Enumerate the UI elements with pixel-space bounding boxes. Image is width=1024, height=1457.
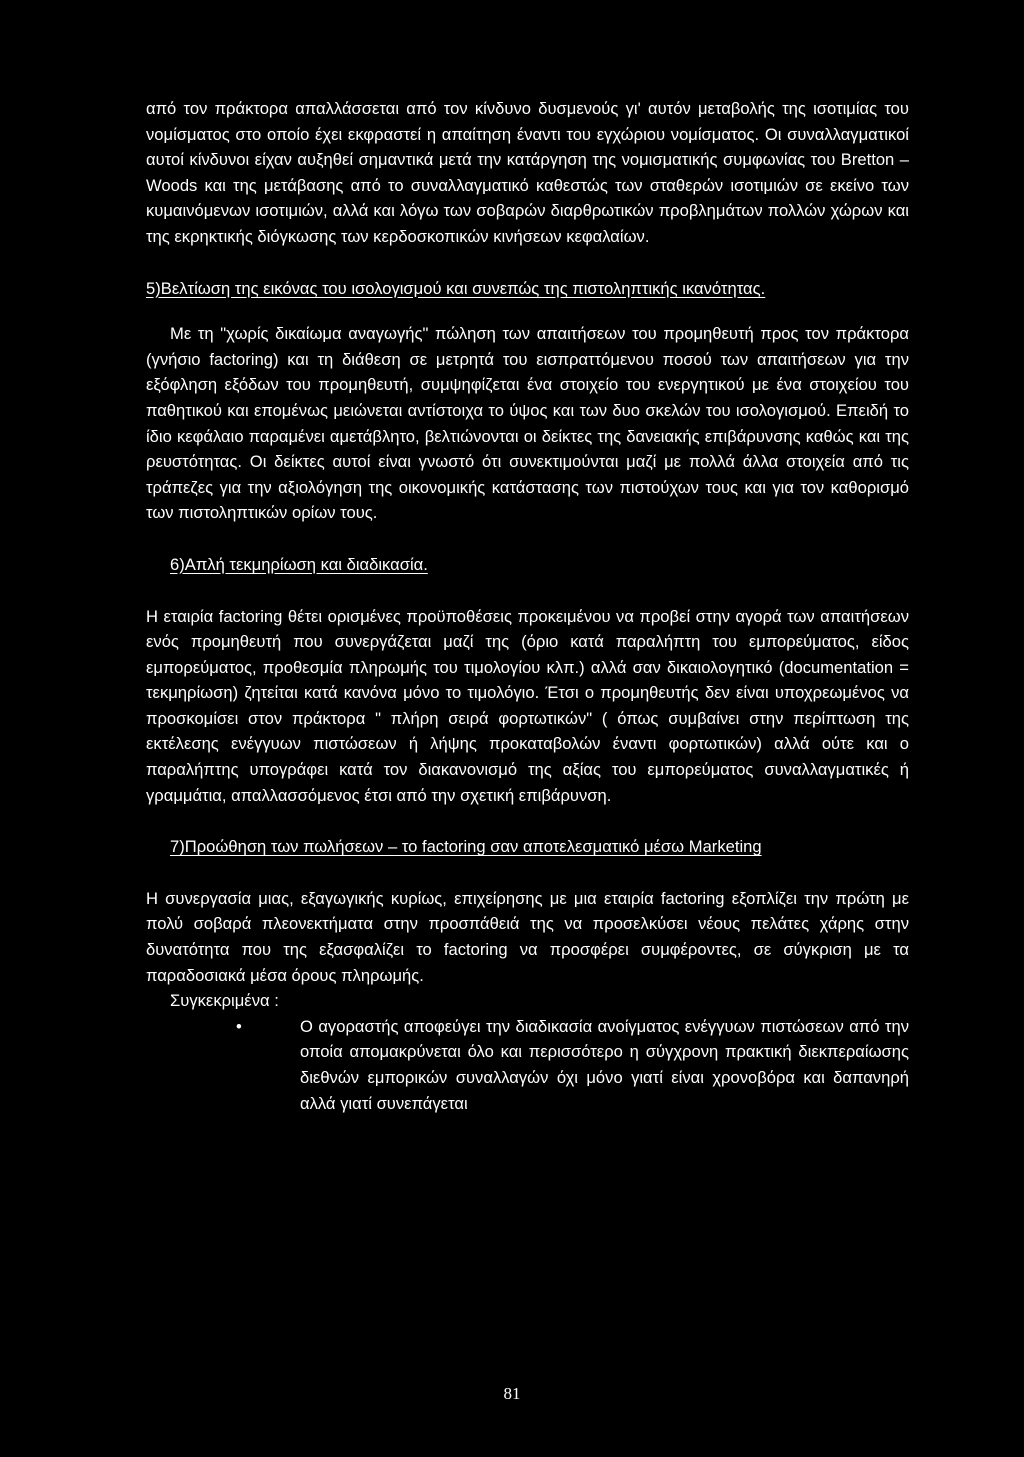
page-body: [146, 96, 909, 1116]
section-paragraph-6: Η εταιρία factoring θέτει ορισμένες προϋποθέσεις προκειμένου να προβεί στην αγορά των απαιτήσεων ενός προμηθευτή που συνεργάζεται μαζί της (όριο κατά παραλήπτη του εμπορεύματος, είδος εμπορεύματος, προθεσμία πληρωμής του τιμολογίου κλπ.) αλλά σαν δικαιολογητικό (documentation = τεκμηρίωση) ζητείται κατά κανόνα μόνο το τιμολόγιο. Έτσι ο προμηθευτής δεν είναι υποχρεωμένος να προσκομίσει στον πράκτορα " πλήρη σειρά φορτωτικών" ( όπως συμβαίνει στην περίπτωση της εκτέλεσης ενέγγυων πιστώσεων ή λήψης προκαταβολών έναντι φορτωτικών) αλλά ούτε και ο παραλήπτης υπογράφει κατά τον διακανονισμό της αξίας του εμπορεύματος συναλλαγματικές ή γραμμάτια, απαλλασσόμενος έτσι από την σχετική επιβάρυνση.: [146, 606, 909, 805]
bullet-text: Ο αγοραστής αποφεύγει την διαδικασία ανοίγματος ενέγγυων πιστώσεων από την οποία απομακρύνεται όλο και περισσότερο η σύγχρονη πρακτική διεκπεραίωσης διεθνών εμπορικών συναλλαγών όχι μόνο γιατί είναι χρονοβόρα και δαπανηρή αλλά γιατί συνεπάγεται: [300, 1016, 909, 1113]
specifically-label: Συγκεκριμένα :: [170, 991, 279, 1011]
bullet-list-item: [146, 1014, 909, 1116]
page-number: 81: [503, 1384, 521, 1403]
section-heading-7: 7)Προώθηση των πωλήσεων – το factoring σαν αποτελεσματικό μέσω Marketing: [170, 837, 762, 857]
bullet-icon: •: [236, 1016, 242, 1036]
section-paragraph-7: Η συνεργασία μιας, εξαγωγικής κυρίως, επιχείρησης με μια εταιρία factoring εξοπλίζει την πρώτη με πολύ σοβαρά πλεονεκτήματα στην προσπάθειά της να προσελκύσει νέους πελάτες χάρης στην δυνατότητα που της εξασφαλίζει το factoring να προσφέρει συμφέροντες, σε σύγκριση με τα παραδοσιακά μέσα όρους πληρωμής.: [146, 888, 909, 985]
section-paragraph-5: Με τη "χωρίς δικαίωμα αναγωγής" πώληση των απαιτήσεων του προμηθευτή προς τον πράκτορα (γνήσιο factoring) και τη διάθεση σε μετρητά του εισπραττόμενου ποσού των απαιτήσεων για την εξόφληση εξόδων του προμηθευτή, συμψηφίζεται ένα στοιχείο του ενεργητικού με ένα στοιχείου του παθητικού και επομένως μειώνεται αντίστοιχα το ύψος και των δυο σκελών του ισολογισμού. Επειδή το ίδιο κεφάλαιο παραμένει αμετάβλητο, βελτιώνονται οι δείκτες της δανειακής επιβάρυνσης καθώς και της ρευστότητας. Οι δείκτες αυτοί είναι γνωστό ότι συνεκτιμούνται μαζί με πολλά άλλα στοιχεία από τις τράπεζες για την αξιολόγηση της οικονομικής κατάστασης των πιστούχων τους και για τον καθορισμό των πιστοληπτικών ορίων τους.: [146, 324, 909, 523]
section-heading-5: 5)Βελτίωση της εικόνας του ισολογισμού και συνεπώς της πιστοληπτικής ικανότητας.: [146, 278, 766, 298]
intro-paragraph: από τον πράκτορα απαλλάσσεται από τον κίνδυνο δυσμενούς γι' αυτόν μεταβολής της ισοτιμίας του νομίσματος στο οποίο έχει εκφραστεί η απαίτηση έναντι του εγχώριου νομίσματος. Οι συναλλαγματικοί αυτοί κίνδυνοι είχαν αυξηθεί σημαντικά μετά την κατάργηση της νομισματικής συμφωνίας του Bretton – Woods και της μετάβασης από το συναλλαγματικό καθεστώς των σταθερών ισοτιμιών σε εκείνο των κυμαινόμενων ισοτιμιών, αλλά και λόγω των σοβαρών διαρθρωτικών προβλημάτων πολλών χώρων και της εκρηκτικής διόγκωσης των κερδοσκοπικών κινήσεων κεφαλαίων.: [146, 99, 909, 246]
section-heading-6: 6)Απλή τεκμηρίωση και διαδικασία.: [170, 554, 428, 574]
